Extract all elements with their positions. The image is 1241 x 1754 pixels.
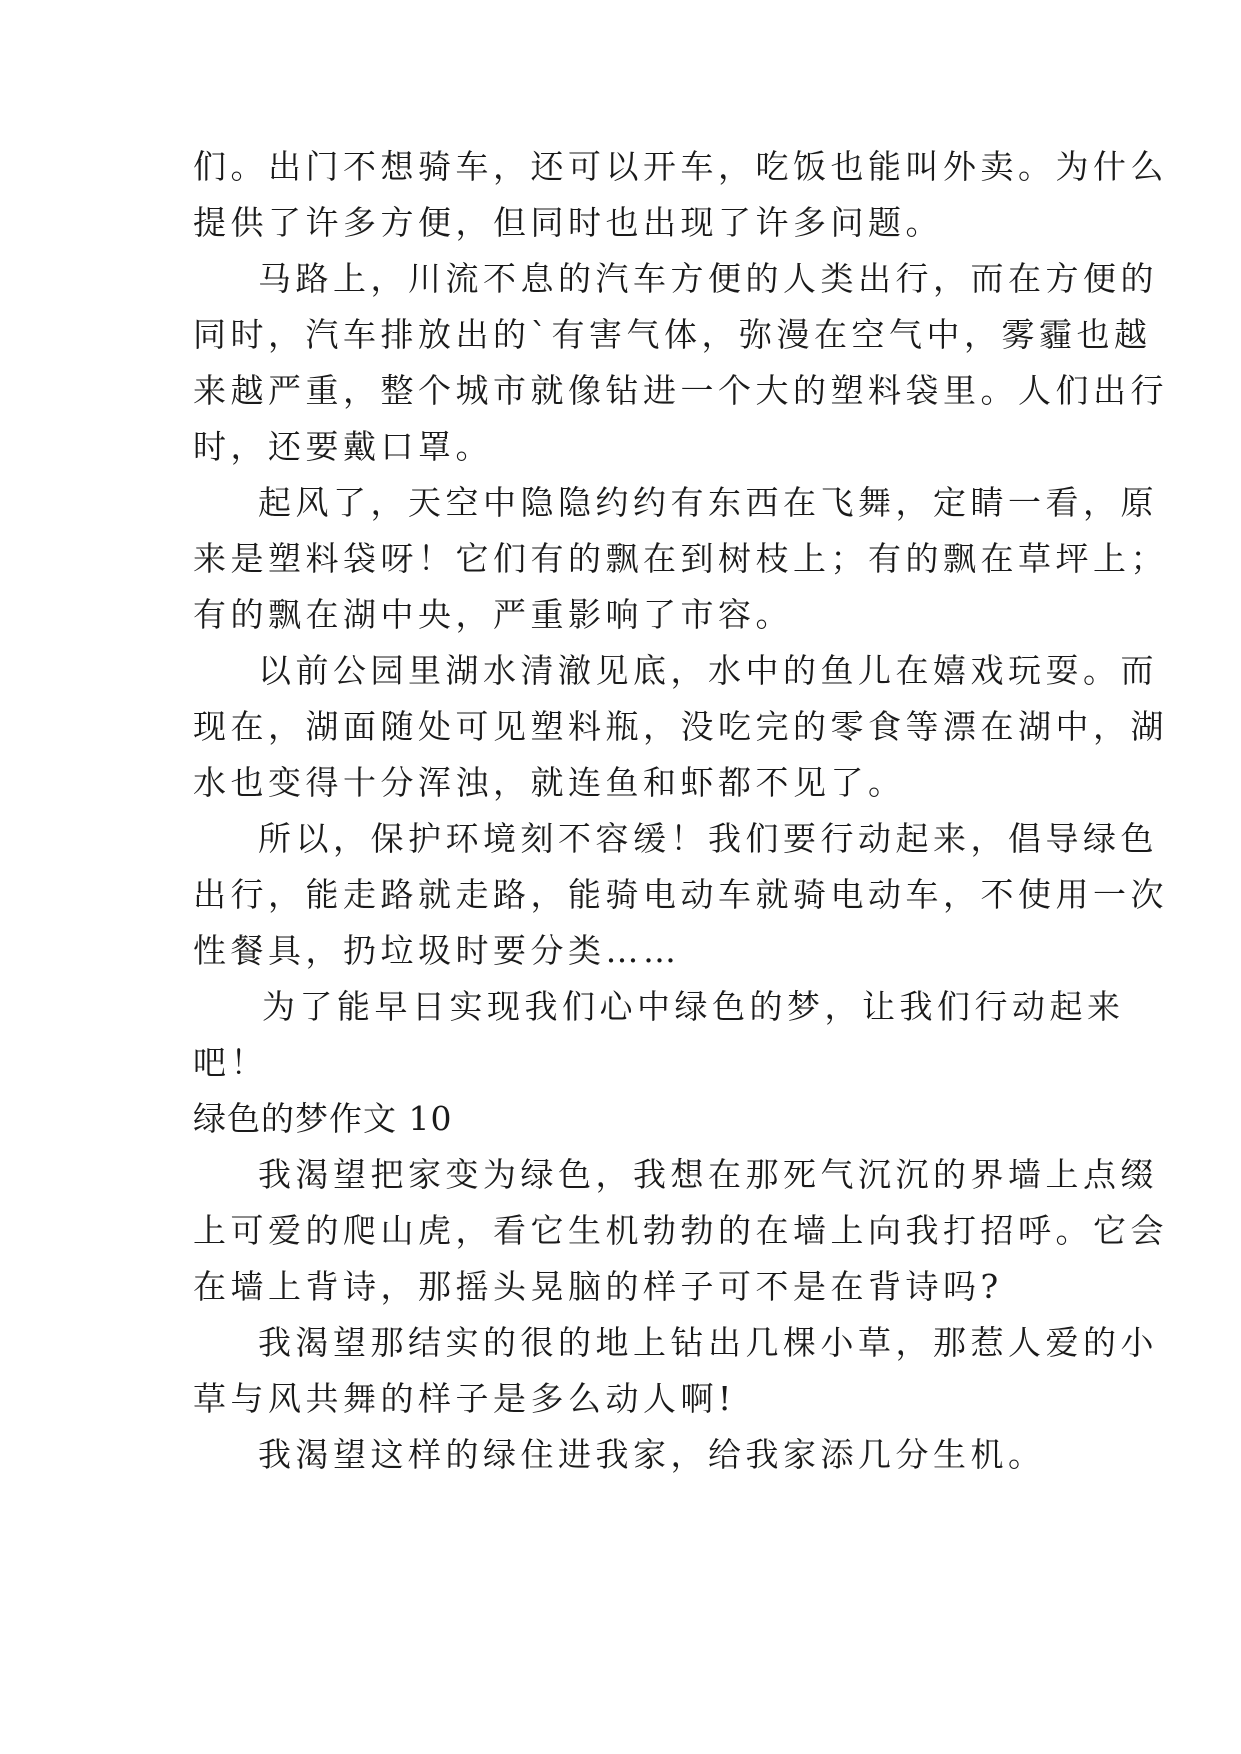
text-line: 性餐具，扔垃圾时要分类……: [193, 931, 681, 970]
text-line: 水也变得十分浑浊，就连鱼和虾都不见了。: [193, 763, 906, 802]
paragraph-start-line: 马路上，川流不息的汽车方便的人类出行，而在方便的: [258, 259, 1158, 298]
text-line: 上可爱的爬山虎，看它生机勃勃的在墙上向我打招呼。它会: [193, 1211, 1168, 1250]
paragraph-start-line: 为了能早日实现我们心中绿色的梦，让我们行动起来: [262, 987, 1125, 1026]
paragraph-start-line: 所以，保护环境刻不容缓！我们要行动起来，倡导绿色: [258, 819, 1158, 858]
text-line: 们。出门不想骑车，还可以开车，吃饭也能叫外卖。为什么: [193, 147, 1168, 186]
text-line: 出行，能走路就走路，能骑电动车就骑电动车，不使用一次: [193, 875, 1168, 914]
text-line: 草与风共舞的样子是多么动人啊!: [193, 1379, 736, 1418]
paragraph-start-line: 我渴望那结实的很的地上钻出几棵小草，那惹人爱的小: [258, 1323, 1158, 1362]
paragraph-start-line: 我渴望这样的绿住进我家，给我家添几分生机。: [258, 1435, 1046, 1474]
text-line: 来是塑料袋呀！它们有的飘在到树枝上；有的飘在草坪上；: [193, 539, 1168, 578]
paragraph-start-line: 以前公园里湖水清澈见底，水中的鱼儿在嬉戏玩耍。而: [258, 651, 1158, 690]
paragraph-start-line: 起风了，天空中隐隐约约有东西在飞舞，定睛一看，原: [258, 483, 1158, 522]
text-line: 提供了许多方便，但同时也出现了许多问题。: [193, 203, 943, 242]
text-line: 有的飘在湖中央，严重影响了市容。: [193, 595, 793, 634]
text-line: 来越严重，整个城市就像钻进一个大的塑料袋里。人们出行: [193, 371, 1168, 410]
paragraph-start-line: 我渴望把家变为绿色，我想在那死气沉沉的界墙上点缀: [258, 1155, 1158, 1194]
section-heading: 绿色的梦作文 10: [193, 1099, 453, 1138]
text-line: 现在，湖面随处可见塑料瓶，没吃完的零食等漂在湖中，湖: [193, 707, 1168, 746]
text-line: 在墙上背诗，那摇头晃脑的样子可不是在背诗吗?: [193, 1267, 1003, 1306]
text-line: 同时，汽车排放出的`有害气体，弥漫在空气中，雾霾也越: [193, 315, 1152, 354]
text-line: 时，还要戴口罩。: [193, 427, 493, 466]
text-line: 吧！: [193, 1043, 268, 1082]
